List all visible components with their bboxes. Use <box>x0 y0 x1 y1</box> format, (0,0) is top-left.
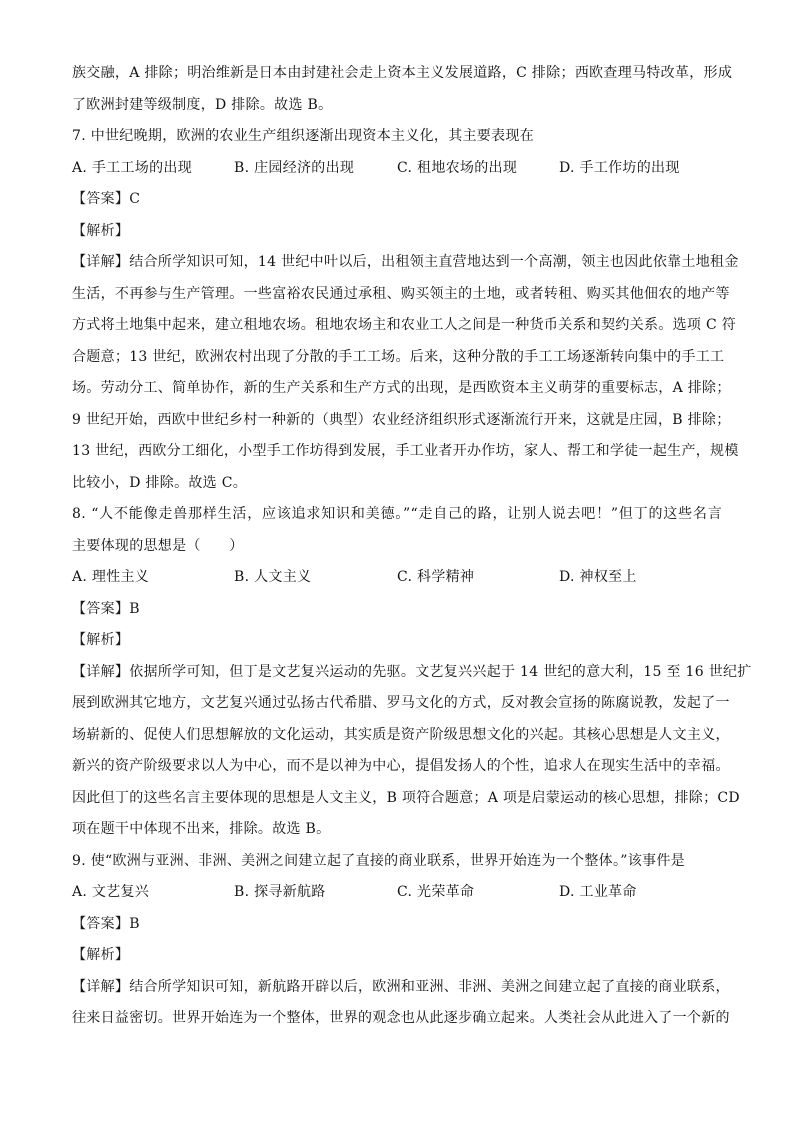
question-9-stem: 9. 使“欧洲与亚洲、非洲、美洲之间建立起了直接的商业联系，世界开始连为一个整体。”该事件是 <box>72 852 685 869</box>
text-line: 新兴的资产阶级要求以人为中心，而不是以神为中心，提倡发扬人的个性，追求人在现实生活中的幸福。 <box>72 758 730 774</box>
text-line: 族交融，A 排除；明治维新是日本由封建社会走上资本主义发展道路，C 排除；西欧查理马特改革，形成 <box>72 65 733 81</box>
analysis-label: 【解析】 <box>72 947 130 963</box>
analysis-label: 【解析】 <box>72 222 130 239</box>
question-7-options <box>72 159 722 177</box>
analysis-label: 【解析】 <box>72 632 130 648</box>
question-7-stem: 7. 中世纪晚期，欧洲的农业生产组织逐渐出现资本主义化，其主要表现在 <box>72 128 535 144</box>
question-8-options <box>72 568 722 586</box>
option-c: C. 租地农场的出现 <box>397 159 518 176</box>
option-b: B. 探寻新航路 <box>234 884 326 900</box>
text-line: 合题意；13 世纪，欧洲农村出现了分散的手工工场。后来，这种分散的手工工场逐渐转向集中的手工工 <box>72 348 725 365</box>
answer-label: 【答案】B <box>72 600 140 617</box>
option-a: A. 文艺复兴 <box>72 884 150 900</box>
option-d: D. 手工作坊的出现 <box>559 159 680 176</box>
option-a: A. 理性主义 <box>72 569 150 585</box>
text-line: 【详解】结合所学知识可知，新航路开辟以后，欧洲和亚洲、非洲、美洲之间建立起了直接的商业联系， <box>72 978 730 995</box>
question-9-options <box>72 883 722 901</box>
answer-label: 【答案】B <box>72 915 140 932</box>
option-a: A. 手工工场的出现 <box>72 159 193 176</box>
text-line: 9 世纪开始，西欧中世纪乡村一种新的（典型）农业经济组织形式逐渐流行开来，这就是庄园，B 排除； <box>72 411 731 428</box>
text-line: 往来日益密切。世界开始连为一个整体，世界的观念也从此逐步确立起来。人类社会从此进入了一个新的 <box>72 1010 730 1026</box>
question-8-stem: 8. “人不能像走兽那样生活，应该追求知识和美德。”“走自己的路，让别人说去吧！”但丁的这些名言 <box>72 506 722 522</box>
option-d: D. 工业革命 <box>559 884 637 900</box>
text-line: 方式将土地集中起来，建立租地农场。租地农场主和农业工人之间是一种货币关系和契约关系。选项 C 符 <box>72 317 737 333</box>
text-line: 生活，不再参与生产管理。一些富裕农民通过承租、购买领主的土地，或者转租、购买其他佃农的地产等 <box>72 285 730 302</box>
text-line: 【详解】结合所学知识可知，14 世纪中叶以后，出租领主直营地达到一个高潮，领主也因此依靠土地租金 <box>72 254 739 270</box>
text-line: 场崭新的、促使人们思想解放的文化运动，其实质是资产阶级思想文化的兴起。其核心思想是人文主义， <box>72 726 730 743</box>
text-line: 展到欧洲其它地方，文艺复兴通过弘扬古代希腊、罗马文化的方式，反对教会宣扬的陈腐说教，发起了一 <box>72 695 730 711</box>
option-c: C. 光荣革命 <box>397 884 475 900</box>
option-b: B. 人文主义 <box>234 569 312 585</box>
option-d: D. 神权至上 <box>559 569 637 585</box>
option-c: C. 科学精神 <box>397 569 475 585</box>
document-page <box>72 64 752 1041</box>
text-line: 场。劳动分工、简单协作，新的生产关系和生产方式的出现，是西欧资本主义萌芽的重要标志，A 排除； <box>72 380 731 396</box>
answer-label: 【答案】C <box>72 191 141 207</box>
text-line: 比较小，D 排除。故选 C。 <box>72 474 248 491</box>
text-line: 项在题干中体现不出来，排除。故选 B。 <box>72 821 331 837</box>
text-line: 了欧洲封建等级制度，D 排除。故选 B。 <box>72 96 333 113</box>
text-line: 【详解】依据所学可知，但丁是文艺复兴运动的先驱。文艺复兴兴起于 14 世纪的意大利，15 至 16 世纪扩 <box>72 663 752 680</box>
text-line: 因此但丁的这些名言主要体现的思想是人文主义，B 项符合题意；A 项是启蒙运动的核心思想，排除；CD <box>72 789 740 806</box>
option-b: B. 庄园经济的出现 <box>234 159 355 176</box>
text-line: 主要体现的思想是（ ） <box>72 537 244 554</box>
text-line: 13 世纪，西欧分工细化，小型手工作坊得到发展，手工业者开办作坊，家人、帮工和学徒一起生产，规模 <box>72 443 739 459</box>
